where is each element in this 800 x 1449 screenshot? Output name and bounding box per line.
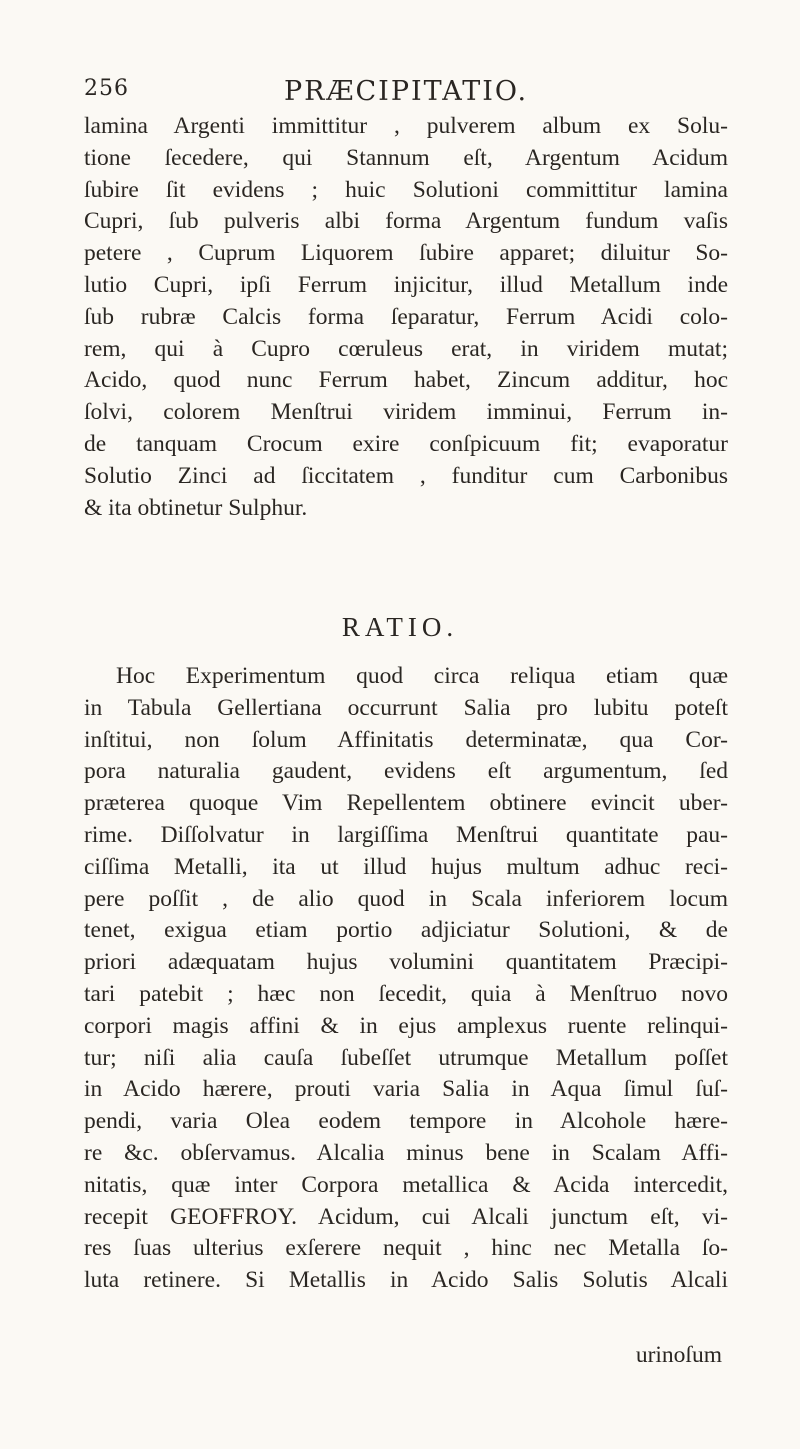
text-line: rime. Diſſolvatur in largiſſima Menſtrui quantitate pau- xyxy=(84,821,728,848)
text-line: tari patebit ; hæc non ſecedit, quia à Menſtruo novo xyxy=(84,980,728,1007)
text-line: res ſuas ulterius exſerere nequit , hinc nec Metalla ſo- xyxy=(84,1235,728,1262)
text-line: in Tabula Gellertiana occurrunt Salia pro lubitu poteſt xyxy=(84,694,728,721)
text-line: corpori magis affini & in ejus amplexus ruente relinqui- xyxy=(84,1012,728,1039)
text-line: pere poſſit , de alio quod in Scala inferiorem locum xyxy=(84,885,728,912)
text-line: nitatis, quæ inter Corpora metallica & Acida intercedit, xyxy=(84,1171,728,1198)
text-line: tur; niſi alia cauſa ſubeſſet utrumque Metallum poſſet xyxy=(84,1044,728,1071)
page-number: 256 xyxy=(84,76,129,101)
text-line: rem, qui à Cupro cœruleus erat, in viridem mutat; xyxy=(84,335,728,362)
section-heading: RATIO. xyxy=(341,612,459,642)
text-line: ſubire ſit evidens ; huic Solutioni committitur lamina xyxy=(84,176,728,203)
text-line: in Acido hærere, prouti varia Salia in Aqua ſimul ſuſ- xyxy=(84,1076,728,1103)
text-line: tenet, exigua etiam portio adjiciatur Solutioni, & de xyxy=(84,917,728,944)
text-line: ſolvi, colorem Menſtrui viridem imminui, Ferrum in- xyxy=(84,399,728,426)
text-line: ciſſima Metalli, ita ut illud hujus multum adhuc reci- xyxy=(84,853,728,880)
text-line: tione ſecedere, qui Stannum eſt, Argentum Acidum xyxy=(84,144,728,171)
text-line: re &c. obſervamus. Alcalia minus bene in Scalam Affi- xyxy=(84,1139,728,1166)
running-title: PRÆCIPITATIO. xyxy=(284,76,529,107)
text-line: Hoc Experimentum quod circa reliqua etiam quæ xyxy=(116,663,728,689)
text-line: ſub rubræ Calcis forma ſeparatur, Ferrum Acidi colo- xyxy=(84,303,728,330)
text-line: & ita obtinetur Sulphur. xyxy=(84,494,308,521)
text-line: pora naturalia gaudent, evidens eſt argumentum, ſed xyxy=(84,758,728,785)
text-line: Cupri, ſub pulveris albi forma Argentum fundum vaſis xyxy=(84,208,728,235)
text-line: petere , Cuprum Liquorem ſubire apparet; diluitur So- xyxy=(84,240,728,267)
text-line: Solutio Zinci ad ſiccitatem , funditur cum Carbonibus xyxy=(84,462,728,489)
paragraph-1 xyxy=(84,111,728,524)
text-line: priori adæquatam hujus volumini quantitatem Præcipi- xyxy=(84,949,728,976)
text-line: lutio Cupri, ipſi Ferrum injicitur, illud Metallum inde xyxy=(84,271,728,298)
text-line: lamina Argenti immittitur , pulverem album ex Solu- xyxy=(84,113,728,139)
text-line: pendi, varia Olea eodem tempore in Alcohole hære- xyxy=(84,1108,728,1135)
text-line: luta retinere. Si Metallis in Acido Salis Solutis Alcali xyxy=(84,1267,728,1294)
text-line: Acido, quod nunc Ferrum habet, Zincum additur, hoc xyxy=(84,367,728,394)
page-header xyxy=(84,76,720,116)
text-line: recepit GEOFFROY. Acidum, cui Alcali junctum eſt, vi- xyxy=(84,1203,728,1230)
paragraph-2 xyxy=(84,661,728,1297)
text-line: inſtitui, non ſolum Affinitatis determinatæ, qua Cor- xyxy=(84,726,728,753)
text-line: præterea quoque Vim Repellentem obtinere evincit uber- xyxy=(84,790,728,817)
text-line: de tanquam Crocum exire conſpicuum fit; evaporatur xyxy=(84,430,728,457)
catchword: urinoſum xyxy=(635,1342,722,1368)
